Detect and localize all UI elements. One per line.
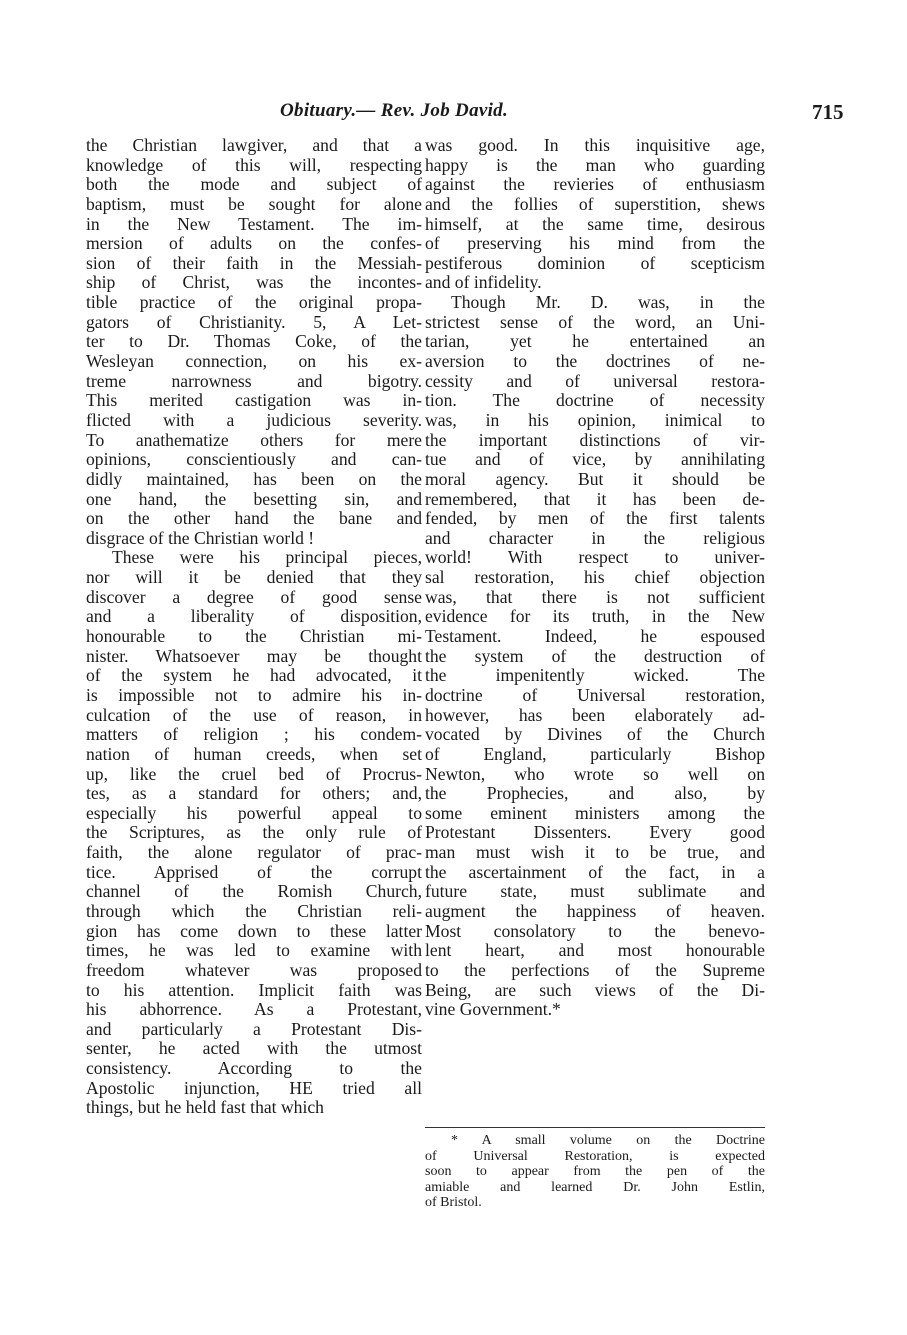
text-line: tue and of vice, by annihilating bbox=[425, 450, 765, 470]
text-line: fended, by men of the first talents bbox=[425, 509, 765, 529]
text-line: vine Government.* bbox=[425, 1000, 561, 1020]
text-line: Newton, who wrote so well on bbox=[425, 764, 765, 784]
text-line: didly maintained, has been on the bbox=[86, 469, 422, 489]
text-line: up, like the cruel bed of Procrus- bbox=[86, 764, 422, 784]
text-line: ship of Christ, was the incontes- bbox=[86, 273, 422, 293]
text-line: to his attention. Implicit faith was bbox=[86, 980, 422, 1000]
text-line: man must wish it to be true, and bbox=[425, 843, 765, 863]
text-line: senter, he acted with the utmost bbox=[86, 1039, 422, 1059]
text-line: the system of the destruction of bbox=[425, 646, 765, 666]
text-line: faith, the alone regulator of prac- bbox=[86, 843, 422, 863]
text-line: one hand, the besetting sin, and bbox=[86, 489, 422, 509]
text-line: of the system he had advocated, it bbox=[86, 666, 422, 686]
left-column bbox=[86, 136, 422, 1118]
text-line: future state, must sublimate and bbox=[425, 882, 765, 902]
text-line: honourable to the Christian mi- bbox=[86, 627, 422, 647]
text-line: and the follies of superstition, shews bbox=[425, 194, 765, 214]
text-line: disgrace of the Christian world ! bbox=[86, 528, 315, 548]
text-line: and of infidelity. bbox=[425, 273, 542, 293]
text-line: tice. Apprised of the corrupt bbox=[86, 862, 422, 882]
text-line: and character in the religious bbox=[425, 528, 765, 548]
page-number: 715 bbox=[812, 100, 844, 124]
text-line: was good. In this inquisitive age, bbox=[425, 136, 765, 155]
running-title: Obituary.— Rev. Job David. bbox=[280, 100, 509, 121]
text-line: to the perfections of the Supreme bbox=[425, 960, 765, 980]
text-line: nister. Whatsoever may be thought bbox=[86, 646, 422, 666]
text-line: sion of their faith in the Messiah- bbox=[86, 253, 422, 273]
right-column bbox=[425, 136, 765, 1020]
text-line: himself, at the same time, desirous bbox=[425, 214, 765, 234]
text-line: aversion to the doctrines of ne- bbox=[425, 352, 765, 372]
text-line: both the mode and subject of bbox=[86, 175, 422, 195]
text-line: and a liberality of disposition, bbox=[86, 607, 422, 627]
text-line: channel of the Romish Church, bbox=[86, 882, 422, 902]
text-line: against the revieries of enthusiasm bbox=[425, 175, 765, 195]
text-line: nation of human creeds, when set bbox=[86, 744, 422, 764]
text-line: tarian, yet he entertained an bbox=[425, 332, 765, 352]
text-line: Wesleyan connection, on his ex- bbox=[86, 352, 422, 372]
text-line: especially his powerful appeal to bbox=[86, 803, 422, 823]
text-line: was, that there is not sufficient bbox=[425, 587, 765, 607]
footnote-divider bbox=[425, 1127, 765, 1128]
text-line: world! With respect to univer- bbox=[425, 548, 765, 568]
text-line: times, he was led to examine with bbox=[86, 941, 422, 961]
text-line: augment the happiness of heaven. bbox=[425, 901, 765, 921]
text-line: * A small volume on the Doctrine bbox=[451, 1133, 765, 1148]
text-line: the impenitently wicked. The bbox=[425, 666, 765, 686]
text-line: treme narrowness and bigotry. bbox=[86, 371, 422, 391]
text-line: some eminent ministers among the bbox=[425, 803, 765, 823]
text-line: of Bristol. bbox=[425, 1195, 482, 1210]
text-line: Apostolic injunction, HE tried all bbox=[86, 1078, 422, 1098]
text-line: nor will it be denied that they bbox=[86, 568, 422, 588]
text-line: tes, as a standard for others; and, bbox=[86, 784, 422, 804]
text-line: the important distinctions of vir- bbox=[425, 430, 765, 450]
text-line: the Prophecies, and also, by bbox=[425, 784, 765, 804]
text-line: discover a degree of good sense bbox=[86, 587, 422, 607]
text-line: mersion of adults on the confes- bbox=[86, 234, 422, 254]
text-line: on the other hand the bane and bbox=[86, 509, 422, 529]
text-line: his abhorrence. As a Protestant, bbox=[86, 1000, 422, 1020]
footnote bbox=[425, 1133, 765, 1211]
text-line: doctrine of Universal restoration, bbox=[425, 685, 765, 705]
text-line: in the New Testament. The im- bbox=[86, 214, 422, 234]
text-line: matters of religion ; his condem- bbox=[86, 725, 422, 745]
text-line: tion. The doctrine of necessity bbox=[425, 391, 765, 411]
text-line: cessity and of universal restora- bbox=[425, 371, 765, 391]
text-line: of preserving his mind from the bbox=[425, 234, 765, 254]
text-line: gators of Christianity. 5, A Let- bbox=[86, 312, 422, 332]
text-line: strictest sense of the word, an Uni- bbox=[425, 312, 765, 332]
text-line: of England, particularly Bishop bbox=[425, 744, 765, 764]
text-line: These were his principal pieces, bbox=[112, 548, 422, 568]
text-line: Testament. Indeed, he espoused bbox=[425, 627, 765, 647]
text-line: sal restoration, his chief objection bbox=[425, 568, 765, 588]
text-line: pestiferous dominion of scepticism bbox=[425, 253, 765, 273]
text-line: This merited castigation was in- bbox=[86, 391, 422, 411]
text-line: Most consolatory to the benevo- bbox=[425, 921, 765, 941]
text-line: things, but he held fast that which bbox=[86, 1098, 324, 1118]
text-line: the Scriptures, as the only rule of bbox=[86, 823, 422, 843]
text-line: and particularly a Protestant Dis- bbox=[86, 1019, 422, 1039]
text-line: however, has been elaborately ad- bbox=[425, 705, 765, 725]
text-line: Though Mr. D. was, in the bbox=[451, 293, 765, 313]
text-line: flicted with a judicious severity. bbox=[86, 410, 422, 430]
text-line: is impossible not to admire his in- bbox=[86, 685, 422, 705]
text-line: baptism, must be sought for alone bbox=[86, 194, 422, 214]
text-line: freedom whatever was proposed bbox=[86, 960, 422, 980]
text-line: evidence for its truth, in the New bbox=[425, 607, 765, 627]
text-line: gion has come down to these latter bbox=[86, 921, 422, 941]
text-line: tible practice of the original propa- bbox=[86, 293, 422, 313]
text-line: consistency. According to the bbox=[86, 1059, 422, 1079]
text-line: Protestant Dissenters. Every good bbox=[425, 823, 765, 843]
text-line: was, in his opinion, inimical to bbox=[425, 410, 765, 430]
text-line: Being, are such views of the Di- bbox=[425, 980, 765, 1000]
text-line: the ascertainment of the fact, in a bbox=[425, 862, 765, 882]
text-line: soon to appear from the pen of the bbox=[425, 1164, 765, 1179]
text-line: knowledge of this will, respecting bbox=[86, 155, 422, 175]
text-line: happy is the man who guarding bbox=[425, 155, 765, 175]
text-line: amiable and learned Dr. John Estlin, bbox=[425, 1179, 765, 1195]
text-line: culcation of the use of reason, in bbox=[86, 705, 422, 725]
text-line: remembered, that it has been de- bbox=[425, 489, 765, 509]
text-line: lent heart, and most honourable bbox=[425, 941, 765, 961]
text-line: moral agency. But it should be bbox=[425, 469, 765, 489]
text-line: of Universal Restoration, is expected bbox=[425, 1148, 765, 1164]
text-line: through which the Christian reli- bbox=[86, 901, 422, 921]
text-line: vocated by Divines of the Church bbox=[425, 725, 765, 745]
text-line: To anathematize others for mere bbox=[86, 430, 422, 450]
text-line: ter to Dr. Thomas Coke, of the bbox=[86, 332, 422, 352]
text-line: opinions, conscientiously and can- bbox=[86, 450, 422, 470]
text-line: the Christian lawgiver, and that a bbox=[86, 136, 422, 155]
